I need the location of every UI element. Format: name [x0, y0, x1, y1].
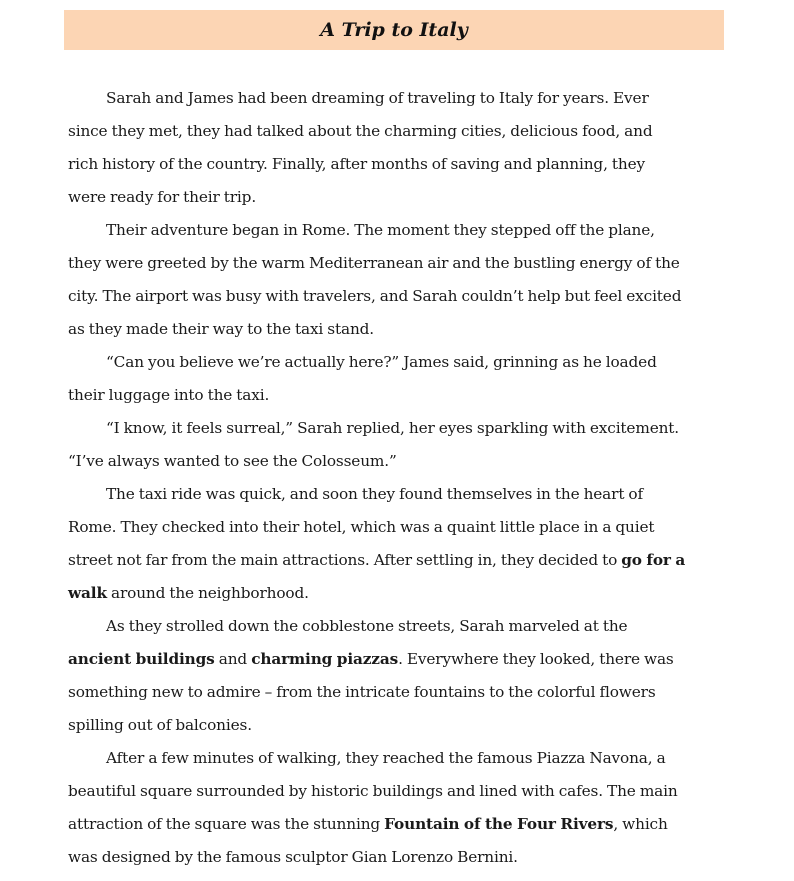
text-line — [68, 742, 724, 775]
document-body — [68, 82, 724, 874]
paragraph — [68, 412, 724, 478]
text-line — [68, 181, 724, 214]
text-run: “Can you believe we’re actually here?” James said, grinning as he loaded — [106, 353, 657, 371]
text-run: as they made their way to the taxi stand. — [68, 320, 375, 338]
paragraph — [68, 742, 724, 874]
text-line — [68, 247, 724, 280]
text-line — [68, 412, 724, 445]
text-line — [68, 214, 724, 247]
text-line — [68, 643, 724, 676]
text-line — [68, 313, 724, 346]
text-line — [68, 676, 724, 709]
text-line — [68, 544, 724, 577]
text-line — [68, 379, 724, 412]
text-run: were ready for their trip. — [68, 188, 257, 206]
text-run: Rome. They checked into their hotel, which was a quaint little place in a quiet — [68, 518, 655, 536]
text-line — [68, 841, 724, 874]
text-line — [68, 478, 724, 511]
text-run: spilling out of balconies. — [68, 716, 252, 734]
text-run: since they met, they had talked about the charming cities, delicious food, and — [68, 122, 653, 140]
text-run: . Everywhere they looked, there was — [398, 650, 674, 668]
bold-phrase: walk — [68, 584, 107, 602]
text-run: After a few minutes of walking, they reached the famous Piazza Navona, a — [106, 749, 666, 767]
paragraph — [68, 478, 724, 610]
text-run: beautiful square surrounded by historic buildings and lined with cafes. The main — [68, 782, 678, 800]
text-line — [68, 808, 724, 841]
text-run: something new to admire – from the intricate fountains to the colorful flowers — [68, 683, 656, 701]
text-run: As they strolled down the cobblestone streets, Sarah marveled at the — [106, 617, 628, 635]
text-line — [68, 115, 724, 148]
text-run: they were greeted by the warm Mediterranean air and the bustling energy of the — [68, 254, 680, 272]
document-title: A Trip to Italy — [320, 19, 468, 41]
text-run: their luggage into the taxi. — [68, 386, 270, 404]
text-line — [68, 709, 724, 742]
text-run: rich history of the country. Finally, after months of saving and planning, they — [68, 155, 645, 173]
bold-phrase: charming piazzas — [251, 650, 399, 668]
text-line — [68, 82, 724, 115]
text-run: The taxi ride was quick, and soon they found themselves in the heart of — [106, 485, 643, 503]
text-run: Sarah and James had been dreaming of traveling to Italy for years. Ever — [106, 89, 649, 107]
text-run: “I know, it feels surreal,” Sarah replied, her eyes sparkling with excitement. — [106, 419, 680, 437]
text-run: was designed by the famous sculptor Gian Lorenzo Bernini. — [68, 848, 518, 866]
text-line — [68, 775, 724, 808]
bold-phrase: Fountain of the Four Rivers — [384, 815, 614, 833]
text-run: city. The airport was busy with travelers, and Sarah couldn’t help but feel excited — [68, 287, 682, 305]
text-line — [68, 511, 724, 544]
text-run: Their adventure began in Rome. The moment they stepped off the plane, — [106, 221, 655, 239]
text-line — [68, 610, 724, 643]
text-run: and — [214, 650, 252, 668]
text-run: street not far from the main attractions. After settling in, they decided to — [68, 551, 622, 569]
text-run: , which — [613, 815, 668, 833]
text-run: attraction of the square was the stunning — [68, 815, 385, 833]
text-line — [68, 280, 724, 313]
title-banner — [64, 10, 724, 50]
text-run: “I’ve always wanted to see the Colosseum.” — [68, 452, 397, 470]
text-run: around the neighborhood. — [106, 584, 309, 602]
text-line — [68, 577, 724, 610]
text-line — [68, 346, 724, 379]
paragraph — [68, 610, 724, 742]
bold-phrase: go for a — [621, 551, 686, 569]
paragraph — [68, 214, 724, 346]
text-line — [68, 148, 724, 181]
text-line — [68, 445, 724, 478]
bold-phrase: ancient buildings — [68, 650, 215, 668]
paragraph — [68, 82, 724, 214]
paragraph — [68, 346, 724, 412]
